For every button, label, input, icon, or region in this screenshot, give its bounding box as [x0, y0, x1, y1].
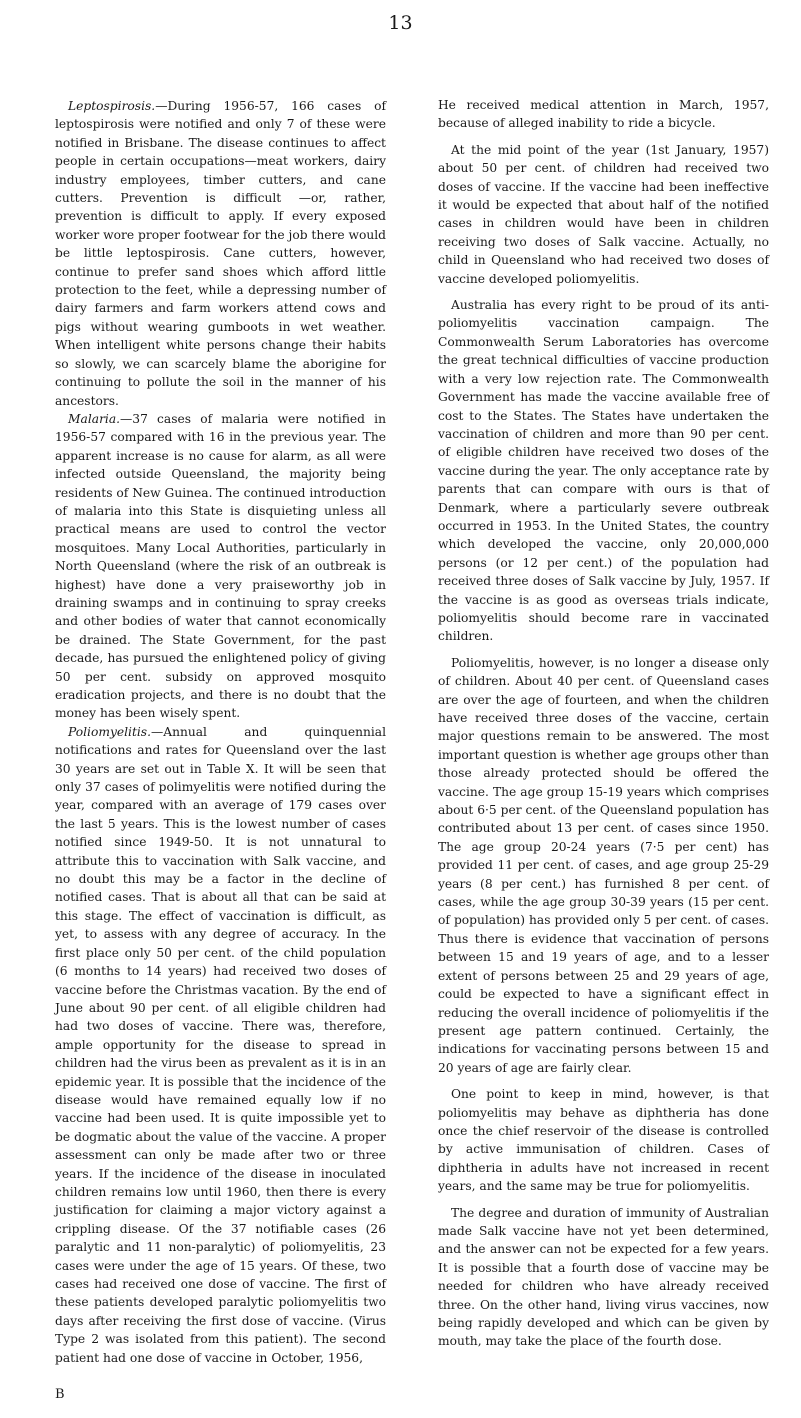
- paragraph-australia-campaign: Australia has every right to be proud of its anti-poliomyelitis vaccination campaign. The Commonwealth Serum Laboratories has overcome the great technical difficulties of vaccine production with a very low rejection rate. The Commonwealth Government has made the vaccine available free of cost to the States. The States have undertaken the vaccination of children and more than 90 per cent. of eligible children have received two doses of the vaccine during the year. The only acceptance rate by parents that can compare with ours is that of Denmark, where a particularly severe outbreak occurred in 1953. In the United States, the country which developed the vaccine, only 20,000,000 persons (or 12 per cent.) of the population had received three doses of Salk vaccine by July, 1957. If the vaccine is as good as overseas trials indicate, poliomyelitis should become rare in vaccinated children.: [438, 298, 769, 644]
- paragraph-diphtheria: One point to keep in mind, however, is that poliomyelitis may behave as diphtheria has done once the chief reservoir of the disease is controlled by active immunisation of children. Cases of diphtheria in adults have not increased in recent years, and the same may be true for poliomyelitis.: [438, 1087, 769, 1194]
- signature-mark: B: [55, 1387, 65, 1402]
- paragraph-midpoint: At the mid point of the year (1st January, 1957) about 50 per cent. of children had received two doses of vaccine. If the vaccine had been ineffective it would be expected that about half of the notified cases in children would have been in children receiving two doses of Salk vaccine. Actually, no child in Queensland who had received two doses of vaccine developed poliomyelitis.: [438, 142, 769, 286]
- page-number: 13: [388, 12, 413, 34]
- paragraph-leptospirosis: [55, 97, 386, 410]
- paragraph-continuation: He received medical attention in March, 1957, because of alleged inability to ride a bicycle.: [438, 98, 769, 131]
- section-heading-malaria: Malaria.: [68, 411, 121, 426]
- paragraph-age-groups: Poliomyelitis, however, is no longer a disease only of children. About 40 per cent. of Queensland cases are over the age of fourteen, and when the children have received three doses of the vaccine, certain major questions remain to be answered. The most important question is whether age groups other than those already protected should be offered the vaccine. The age group 15-19 years which comprises about 6·5 per cent. of the Queensland population has contributed about 13 per cent. of cases since 1950. The age group 20-24 years (7·5 per cent) has provided 11 per cent. of cases, and age group 25-29 years (8 per cent.) has furnished 8 per cent. of cases, while the age group 30-39 years (15 per cent. of population) has provided only 5 per cent. of cases. Thus there is evidence that vaccination of persons between 15 and 19 years of age, and to a lesser extent of persons between 25 and 29 years of age, could be expected to have a significant effect in reducing the overall incidence of poliomyelitis if the present age pattern continued. Certainly, the indications for vaccinating persons between 15 and 20 years of age are fairly clear.: [438, 655, 770, 1075]
- section-heading-poliomyelitis: Poliomyelitis.: [68, 724, 151, 739]
- paragraph-text: —During 1956-57, 166 cases of leptospirosis were notified and only 7 of these were notified in Brisbane. The disease continues to affect people in certain occupations—meat workers, dairy industry employees, timber cutters, and cane cutters. Prevention is difficult —or, rather, prevention is difficult to apply. If every exposed worker wore proper footwear for the job there would be little leptospirosis. Cane cutters, however, continue to prefer sand shoes which afford little protection to the feet, while a depressing number of dairy farmers and farm workers attend cows and pigs without wearing gumboots in wet weather. When intelligent white persons change their habits so slowly, we can scarcely blame the aborigine for continuing to pollute the soil in the manner of his ancestors.: [55, 99, 387, 408]
- paragraph-malaria: [55, 410, 386, 723]
- paragraph-text: —37 cases of malaria were notified in 1956-57 compared with 16 in the previous year. The apparent increase is no cause for alarm, as all were infected outside Queensland, the majority being residents of New Guinea. The continued introduction of malaria into this State is disquieting unless all practical means are used to control the vector mosquitoes. Many Local Authorities, particularly in North Queensland (where the risk of an outbreak is highest) have done a very praiseworthy job in draining swamps and in continuing to spray creeks and other bodies of water that cannot economically be drained. The State Government, for the past decade, has pursued the enlightened policy of giving 50 per cent. subsidy on approved mosquito eradication projects, and there is no doubt that the money has been wisely spent.: [55, 411, 386, 721]
- right-column: [438, 96, 769, 1351]
- section-heading-leptospirosis: Leptospirosis.: [68, 99, 156, 113]
- paragraph-immunity: The degree and duration of immunity of Australian made Salk vaccine have not yet been determined, and the answer can not be expected for a few years. It is possible that a fourth dose of vaccine may be needed for children who have already received three. On the other hand, living virus vaccines, now being rapidly developed and which can be given by mouth, may take the place of the fourth dose.: [438, 1205, 769, 1349]
- paragraph-text: —Annual and quinquennial notifications and rates for Queensland over the last 30 years are set out in Table X. It will be seen that only 37 cases of polimyelitis were notified during the year, compared with an average of 179 cases over the last 5 years. This is the lowest number of cases notified since 1949-50. It is not unnatural to attribute this to vaccination with Salk vaccine, and no doubt this may be a factor in the decline of notified cases. That is about all that can be said at this stage. The effect of vaccination is difficult, as yet, to assess with any degree of accuracy. In the first place only 50 per cent. of the child population (6 months to 14 years) had received two doses of vaccine before the Christmas vacation. By the end of June about 90 per cent. of all eligible children had had two doses of vaccine. There was, therefore, ample opportunity for the disease to spread in children had the virus been as prevalent as it is in an epidemic year. It is possible that the incidence of the disease would have remained equally low if no vaccine had been used. It is quite impossible yet to be dogmatic about the value of the vaccine. A proper assessment can only be made after two or three years. If the incidence of the disease in inoculated children remains low until 1960, then there is every justification for claiming a major victory against a crippling disease. Of the 37 notifiable cases (26 paralytic and 11 non-paralytic) of poliomyelitis, 23 cases were under the age of 15 years. Of these, two cases had received one dose of vaccine. The first of these patients developed paralytic poliomyelitis two days after receiving the first dose of vaccine. (Virus Type 2 was isolated from this patient). The second patient had one dose of vaccine in October, 1956,: [55, 724, 386, 1365]
- left-column: [55, 97, 386, 1367]
- paragraph-poliomyelitis: [55, 723, 386, 1367]
